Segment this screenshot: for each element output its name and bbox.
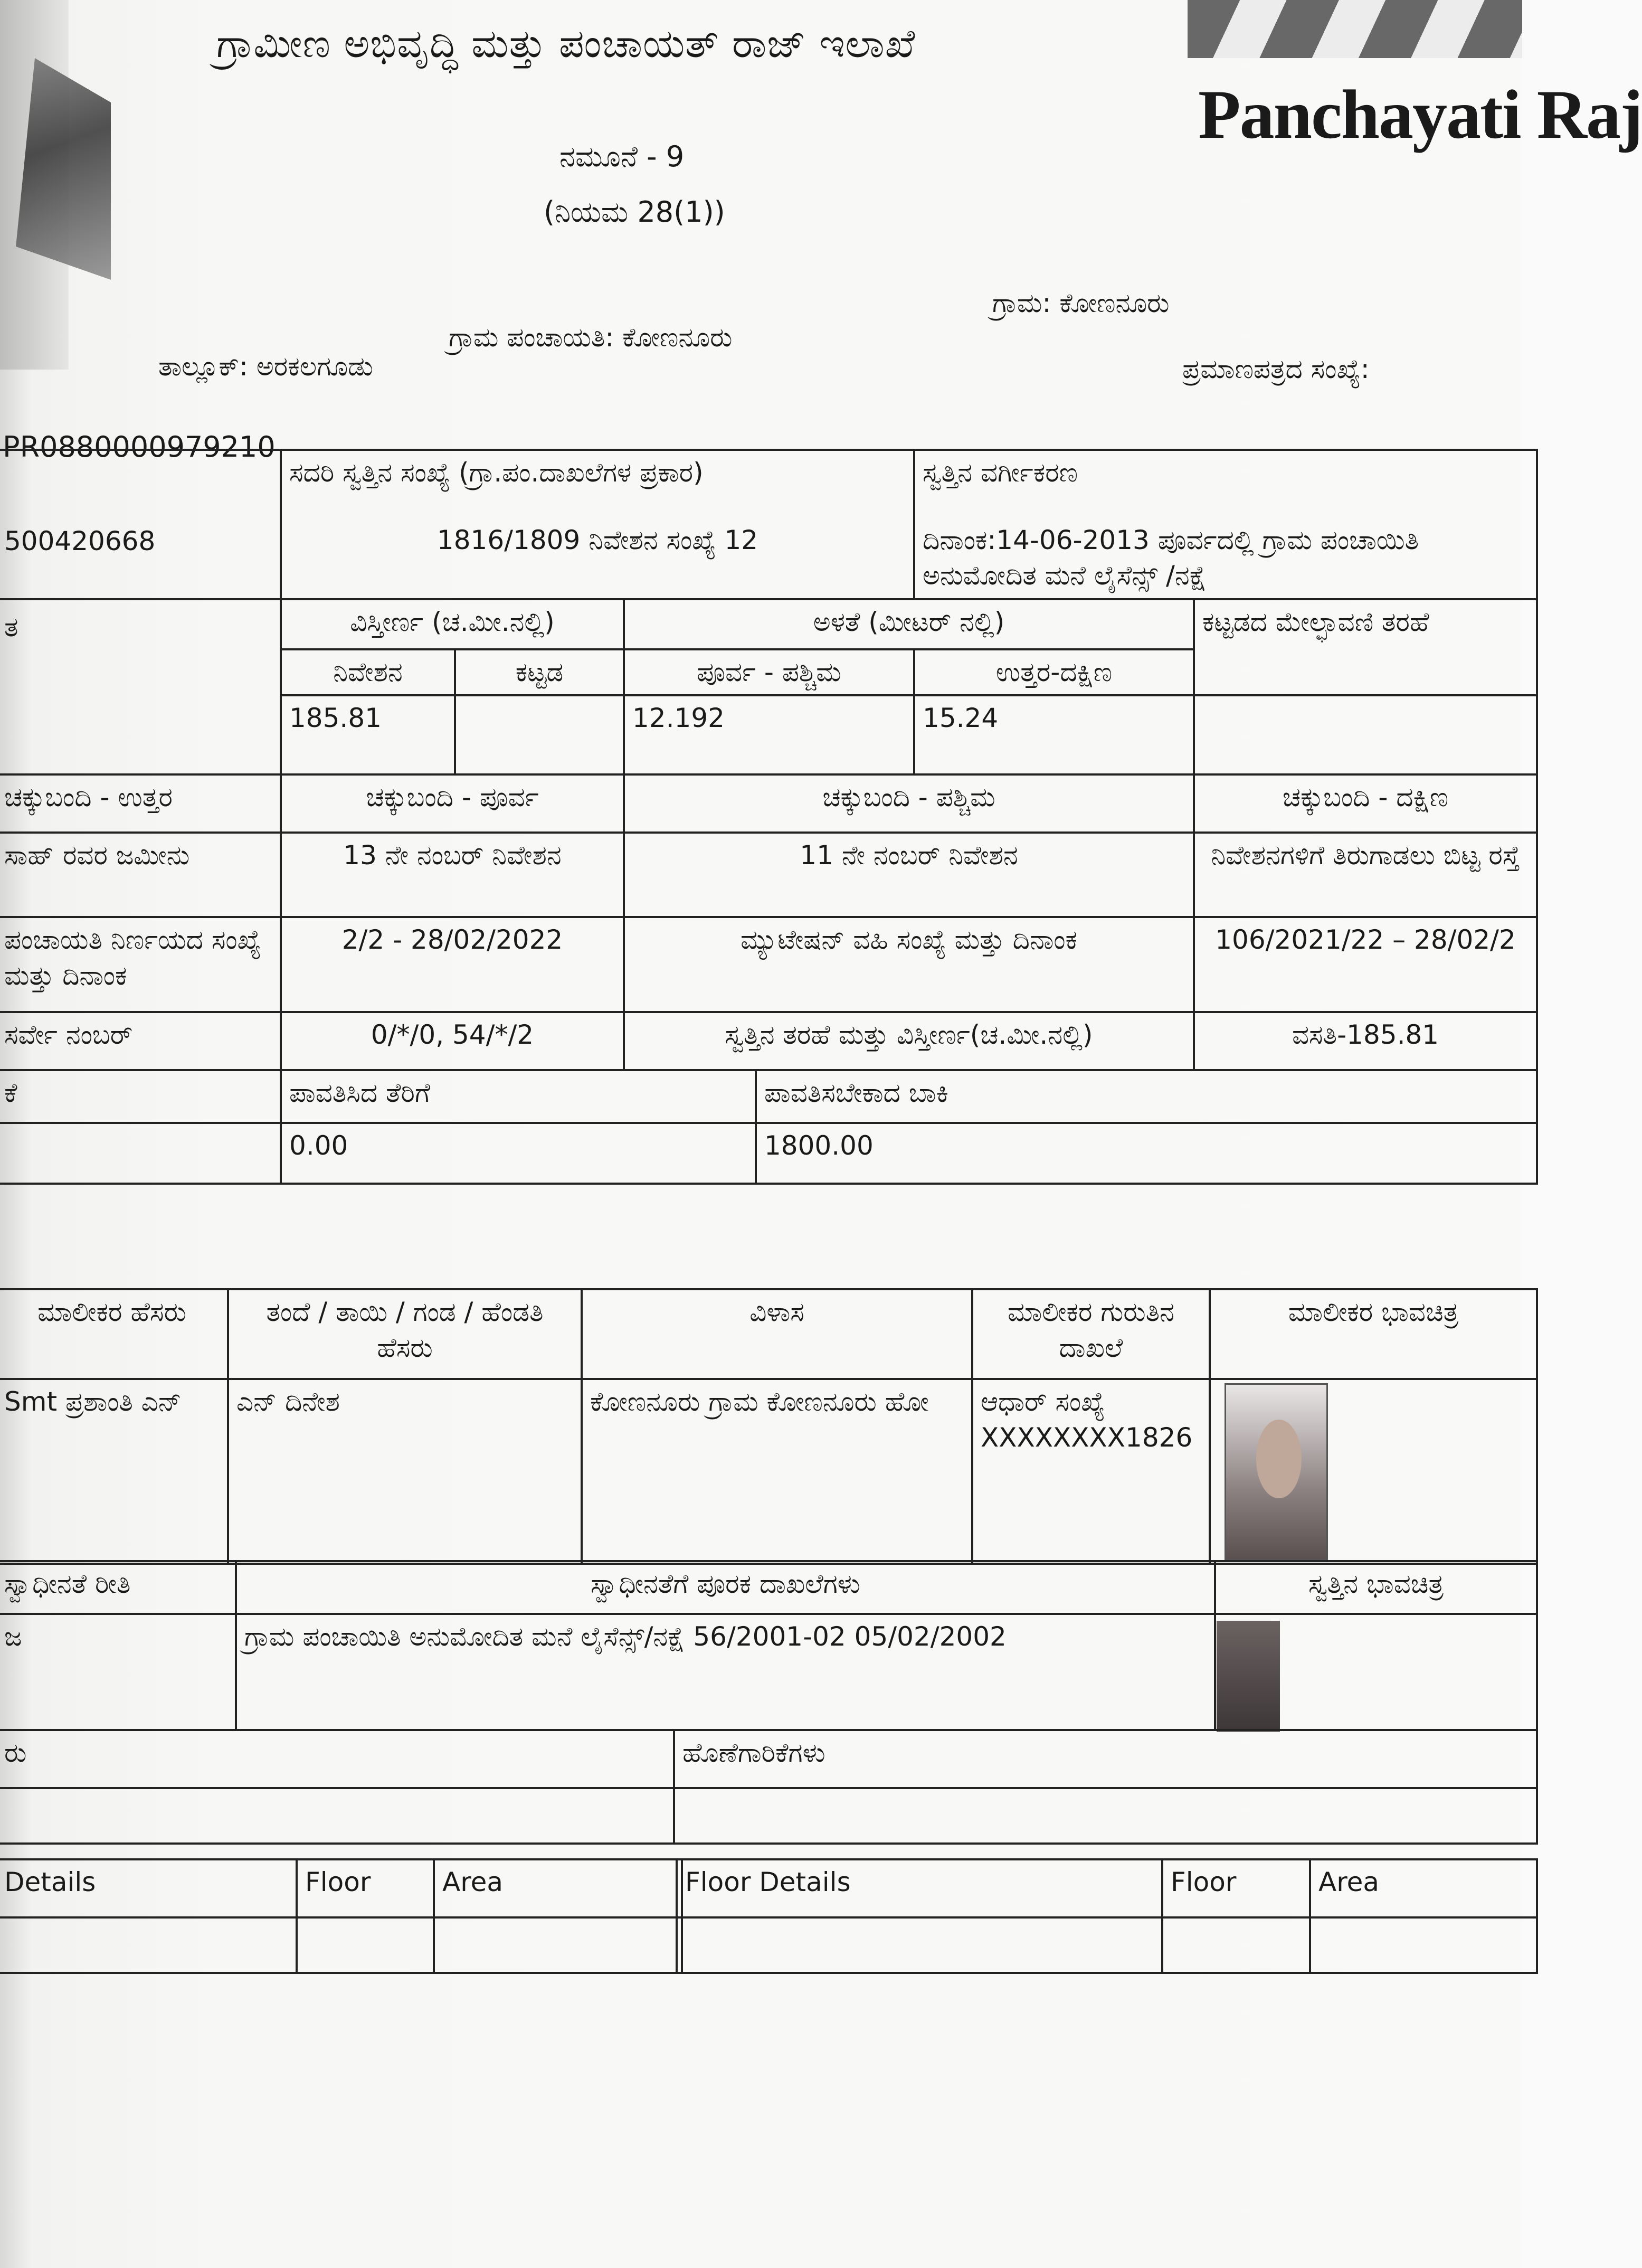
south-value: ನಿವೇಶನಗಳಿಗೆ ತಿರುಗಾಡಲು ಬಿಟ್ಟ ರಸ್ತೆ (1194, 833, 1537, 917)
building-value (455, 695, 624, 774)
certificate-number: PR0880000979210 (3, 430, 276, 464)
area-label-cell: ವಿಸ್ತೀರ್ಣ (ಚ.ಮೀ.ನಲ್ಲಿ) (281, 599, 624, 649)
property-number-label: ಸದರಿ ಸ್ವತ್ತಿನ ಸಂಖ್ಯೆ (ಗ್ರಾ.ಪಂ.ದಾಖಲೆಗಳ ಪ್ರಕಾರ) (289, 457, 704, 488)
floor-table-left (0, 1858, 683, 1974)
liabilities-left-empty (0, 1788, 674, 1844)
floor-label-right: Floor (1162, 1859, 1310, 1917)
floor-value-right (1162, 1917, 1310, 1973)
floor-table-right (676, 1858, 1538, 1974)
floor-details-label-right: Floor Details (677, 1859, 1162, 1917)
dims-label-cell: ಅಳತೆ (ಮೀಟರ್ ನಲ್ಲಿ) (624, 599, 1194, 649)
tax-left-stub: ಕೆ (0, 1070, 281, 1123)
liabilities-label: ಹೊಣೆಗಾರಿಕೆಗಳು (674, 1730, 1537, 1788)
ownership-mode-stub: ಜ (0, 1614, 236, 1730)
certificate-label: ಪ್ರಮಾಣಪತ್ರದ ಸಂಖ್ಯೆ: (1182, 354, 1370, 384)
survey-label: ಸರ್ವೇ ನಂಬರ್ (0, 1012, 281, 1070)
owner-photo (1225, 1383, 1328, 1561)
owner-name-label: ಮಾಲೀಕರ ಹೆಸರು (0, 1289, 228, 1379)
liabilities-value (674, 1788, 1537, 1844)
mutation-value: 106/2021/22 – 28/02/2 (1194, 917, 1537, 1012)
property-id: 500420668 (4, 526, 156, 556)
floor-label-left: Floor (297, 1859, 434, 1917)
area-left-stub-cell (0, 599, 281, 775)
resolution-value: 2/2 - 28/02/2022 (281, 917, 624, 1012)
village-name: ಗ್ರಾಮ: ಕೋಣನೂರು (992, 288, 1170, 318)
property-type-label: ಸ್ವತ್ತಿನ ತರಹೆ ಮತ್ತು ವಿಸ್ತೀರ್ಣ(ಚ.ಮೀ.ನಲ್ಲಿ) (624, 1012, 1194, 1070)
taluk-name: ತಾಲ್ಲೂಕ್: ಅರಕಲಗೂಡು (158, 351, 373, 382)
ownership-table (0, 1560, 1538, 1731)
property-type-value: ವಸತಿ-185.81 (1194, 1012, 1537, 1070)
liabilities-table (0, 1729, 1538, 1845)
owner-id-cell (972, 1379, 1210, 1564)
owner-face-icon (1256, 1420, 1302, 1498)
classification-cell (914, 450, 1537, 599)
building-label: ಕಟ್ಟಡ (455, 649, 624, 696)
owner-id-type: ಆಧಾರ್ ಸಂಖ್ಯೆ (981, 1386, 1105, 1417)
tax-due-value: 1800.00 (756, 1123, 1537, 1184)
site-value: 185.81 (281, 695, 455, 774)
rule-reference: (ನಿಯಮ 28(1)) (544, 195, 725, 229)
construction-label-cell: ಕಟ್ಟಡದ ಮೇಲ್ಛಾವಣಿ ತರಹೆ (1194, 599, 1537, 696)
east-value: 13 ನೇ ನಂಬರ್ ನಿವೇಶನ (281, 833, 624, 917)
owner-id-value: XXXXXXXX1826 (981, 1422, 1193, 1453)
property-photo-label: ಸ್ವತ್ತಿನ ಭಾವಚಿತ್ರ (1215, 1561, 1537, 1614)
classification-value: ದಿನಾಂಕ:14-06-2013 ಪೂರ್ವದಲ್ಲಿ ಗ್ರಾಮ ಪಂಚಾಯಿತಿ ಅನುಮೋದಿತ ಮನೆ ಲೈಸೆನ್ಸ್ /ನಕ್ಷೆ (923, 524, 1419, 591)
logo-graphic (1188, 0, 1522, 58)
ownership-mode-label: ಸ್ವಾಧೀನತೆ ರೀತಿ (0, 1561, 236, 1614)
north-label: ಚಕ್ಕುಬಂದಿ - ಉತ್ತರ (0, 774, 281, 833)
classification-label: ಸ್ವತ್ತಿನ ವರ್ಗೀಕರಣ (923, 457, 1078, 488)
floor-value-left (297, 1917, 434, 1973)
floor-details-label: Details (0, 1859, 297, 1917)
survey-value: 0/*/0, 54/*/2 (281, 1012, 624, 1070)
ns-label: ಉತ್ತರ-ದಕ್ಷಿಣ (914, 649, 1194, 696)
area-left-stub: ತ (4, 611, 18, 642)
site-label: ನಿವೇಶನ (281, 649, 455, 696)
west-label: ಚಕ್ಕುಬಂದಿ - ಪಶ್ಚಿಮ (624, 774, 1194, 833)
address-value: ಕೋಣನೂರು ಗ್ರಾಮ ಕೋಣನೂರು ಹೋ (582, 1379, 972, 1564)
department-title: ಗ್ರಾಮೀಣ ಅಭಿವೃದ್ಧಿ ಮತ್ತು ಪಂಚಾಯತ್ ರಾಜ್ ಇಲಾಖೆ (216, 21, 916, 67)
brand-name: Panchayati Raj (1198, 75, 1642, 153)
owner-id-label: ಮಾಲೀಕರ ಗುರುತಿನ ದಾಖಲೆ (972, 1289, 1210, 1379)
owner-photo-label: ಮಾಲೀಕರ ಭಾವಚಿತ್ರ (1210, 1289, 1537, 1379)
ew-label: ಪೂರ್ವ - ಪಶ್ಚಿಮ (624, 649, 914, 696)
north-value: ಸಾಹ್ ರವರ ಜಮೀನು (0, 833, 281, 917)
ew-value: 12.192 (624, 695, 914, 774)
property-photo (1217, 1621, 1280, 1732)
resolution-label: ಪಂಚಾಯತಿ ನಿರ್ಣಯದ ಸಂಖ್ಯೆ ಮತ್ತು ದಿನಾಂಕ (0, 917, 281, 1012)
address-label: ವಿಳಾಸ (582, 1289, 972, 1379)
relation-label: ತಂದೆ / ತಾಯಿ / ಗಂಡ / ಹೆಂಡತಿ ಹೆಸರು (228, 1289, 582, 1379)
tax-paid-label: ಪಾವತಿಸಿದ ತೆರಿಗೆ (281, 1070, 756, 1123)
area-value-left (434, 1917, 682, 1973)
property-id-cell (0, 450, 281, 599)
panchayat-name: ಗ್ರಾಮ ಪಂಚಾಯತಿ: ಕೋಣನೂರು (449, 322, 733, 353)
mutation-label: ಮ್ಯುಟೇಷನ್ ವಹಿ ಸಂಖ್ಯೆ ಮತ್ತು ದಿನಾಂಕ (624, 917, 1194, 1012)
tax-paid-value: 0.00 (281, 1123, 756, 1184)
ownership-docs-label: ಸ್ವಾಧೀನತೆಗೆ ಪೂರಕ ದಾಖಲೆಗಳು (236, 1561, 1215, 1614)
floor-details-value-left (0, 1917, 297, 1973)
area-label-left: Area (434, 1859, 682, 1917)
floor-details-value-right (677, 1917, 1162, 1973)
construction-value (1194, 695, 1537, 774)
east-label: ಚಕ್ಕುಬಂದಿ - ಪೂರ್ವ (281, 774, 624, 833)
property-details-table (0, 449, 1538, 1185)
owner-name-value: Smt ಪ್ರಶಾಂತಿ ಎನ್ (0, 1379, 228, 1564)
property-number-value: 1816/1809 ನಿವೇಶನ ಸಂಖ್ಯೆ 12 (436, 524, 758, 555)
relation-value: ಎನ್ ದಿನೇಶ (228, 1379, 582, 1564)
tax-due-label: ಪಾವತಿಸಬೇಕಾದ ಬಾಕಿ (756, 1070, 1537, 1123)
south-label: ಚಕ್ಕುಬಂದಿ - ದಕ್ಷಿಣ (1194, 774, 1537, 833)
west-value: 11 ನೇ ನಂಬರ್ ನಿವೇಶನ (624, 833, 1194, 917)
ns-value: 15.24 (914, 695, 1194, 774)
form-name: ನಮೂನೆ - 9 (559, 140, 685, 173)
area-label-right: Area (1310, 1859, 1537, 1917)
area-value-right (1310, 1917, 1537, 1973)
ownership-docs-value: ಗ್ರಾಮ ಪಂಚಾಯಿತಿ ಅನುಮೋದಿತ ಮನೆ ಲೈಸೆನ್ಸ್/ನಕ್ಷೆ 56/2001-02 05/02/2002 (236, 1614, 1215, 1730)
liabilities-left-stub: ರು (0, 1730, 674, 1788)
tax-left-empty (0, 1123, 281, 1184)
property-number-cell (281, 450, 914, 599)
